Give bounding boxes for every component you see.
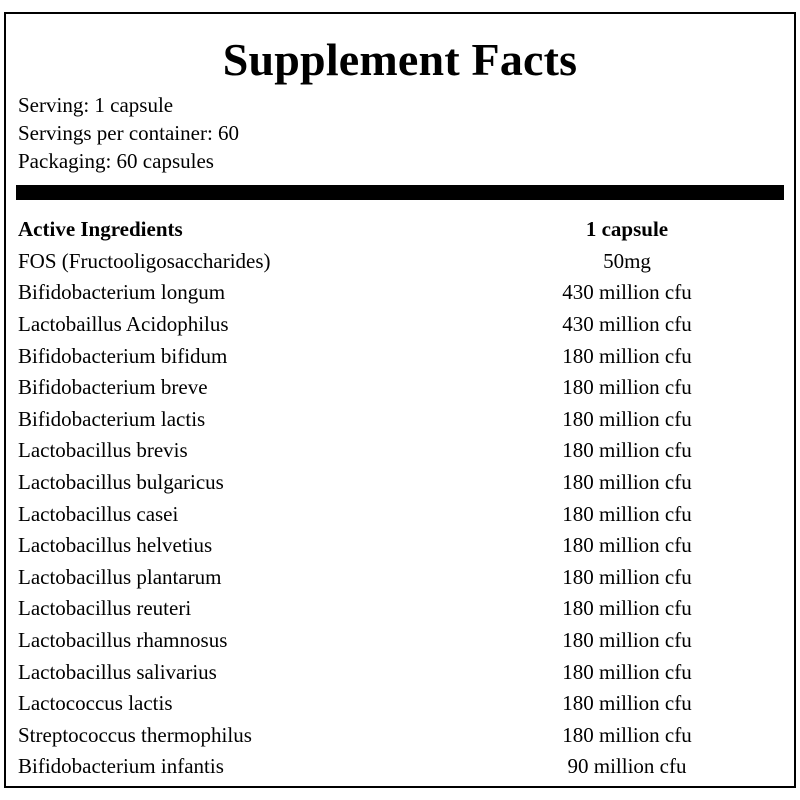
ingredient-amount: 90 million cfu [567,754,687,779]
table-row [18,372,782,404]
header-amount: 1 capsule [585,217,669,242]
supplement-facts-panel [4,12,796,788]
table-row [18,340,782,372]
table-row [18,435,782,467]
ingredient-amount: 180 million cfu [562,470,692,495]
serving-info [6,91,794,175]
table-row [18,277,782,309]
table-row [18,498,782,530]
ingredient-amount: 180 million cfu [562,628,692,653]
ingredient-name: Bifidobacterium breve [18,375,208,400]
table-row [18,593,782,625]
ingredient-name: Bifidobacterium infantis [18,754,224,779]
ingredient-amount: 180 million cfu [562,406,692,431]
table-row [18,751,782,783]
ingredient-name: Lactobacillus bulgaricus [18,470,224,495]
ingredient-amount: 430 million cfu [562,312,692,337]
ingredient-amount: 180 million cfu [562,343,692,368]
table-row [18,309,782,341]
ingredient-amount: 180 million cfu [562,659,692,684]
ingredient-name: Lactobacillus plantarum [18,564,222,589]
header-ingredients: Active Ingredients [18,217,183,242]
ingredient-name: Lactococcus lactis [18,691,173,716]
thick-divider [16,185,784,200]
ingredient-name: Bifidobacterium lactis [18,406,206,431]
ingredient-name: Bifidobacterium longum [18,280,226,305]
table-row [18,246,782,278]
table-row [18,688,782,720]
table-header-row [18,214,782,246]
table-row [18,562,782,594]
ingredient-amount: 180 million cfu [562,438,692,463]
table-row [18,530,782,562]
serving-size: Serving: 1 capsule [18,93,174,117]
ingredient-amount: 430 million cfu [562,280,692,305]
ingredient-amount: 180 million cfu [562,533,692,558]
ingredient-amount: 50mg [603,248,651,273]
servings-per-container: Servings per container: 60 [18,121,240,145]
ingredient-name: Lactobaillus Acidophilus [18,312,229,337]
ingredient-name: Lactobacillus salivarius [18,659,217,684]
ingredient-name: Lactobacillus reuteri [18,596,192,621]
ingredient-name: Lactobacillus casei [18,501,179,526]
table-row [18,656,782,688]
ingredient-amount: 180 million cfu [562,691,692,716]
ingredient-name: Lactobacillus rhamnosus [18,628,228,653]
ingredient-name: Streptococcus thermophilus [18,722,252,747]
ingredient-amount: 180 million cfu [562,564,692,589]
table-row [18,625,782,657]
panel-title: Supplement Facts [222,34,578,85]
table-row [18,404,782,436]
packaging: Packaging: 60 capsules [18,149,214,173]
ingredient-name: Lactobacillus brevis [18,438,188,463]
ingredient-amount: 180 million cfu [562,722,692,747]
ingredient-amount: 180 million cfu [562,375,692,400]
ingredients-table [6,214,794,783]
ingredient-amount: 180 million cfu [562,596,692,621]
table-row [18,467,782,499]
table-row [18,720,782,752]
ingredient-name: Bifidobacterium bifidum [18,343,228,368]
ingredient-amount: 180 million cfu [562,501,692,526]
ingredient-rows [18,246,782,783]
ingredient-name: FOS (Fructooligosaccharides) [18,248,271,273]
ingredient-name: Lactobacillus helvetius [18,533,213,558]
